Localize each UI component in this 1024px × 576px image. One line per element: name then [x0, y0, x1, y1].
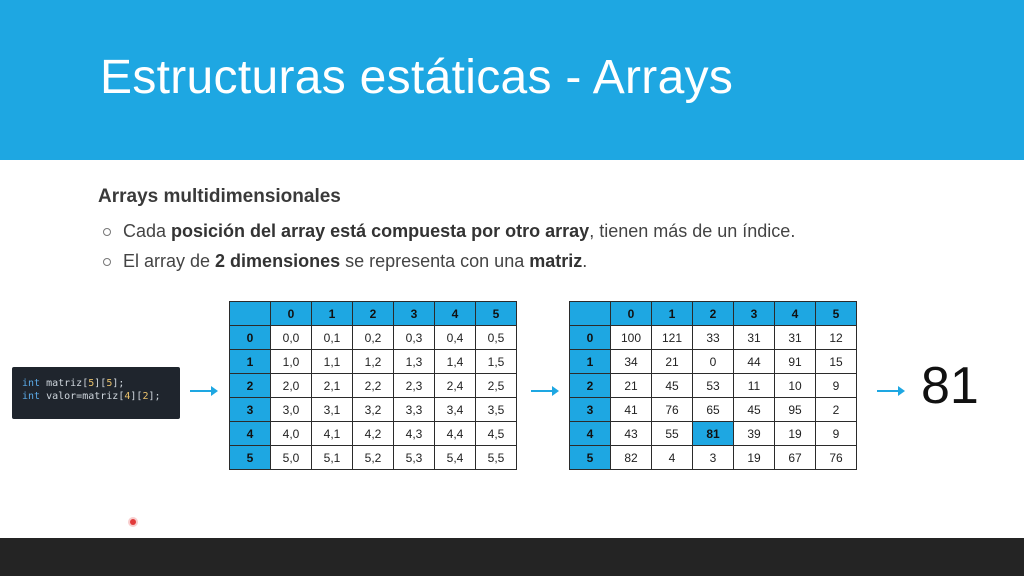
matrix-cell: 4,4: [435, 422, 476, 446]
matrix-cell: 4,3: [394, 422, 435, 446]
row-header-cell: 4: [230, 422, 271, 446]
matrix-cell: 76: [816, 446, 857, 470]
matrix-cell: 44: [734, 350, 775, 374]
matrix-cell: 2,5: [476, 374, 517, 398]
matrix-cell: 4: [652, 446, 693, 470]
slide-title: Estructuras estáticas - Arrays: [100, 51, 734, 104]
bullet-1-post: , tienen más de un índice.: [589, 221, 796, 241]
bullet-item-1: [103, 216, 795, 246]
matrix-cell: 45: [734, 398, 775, 422]
code-snippet: [12, 367, 180, 419]
column-header-cell: 0: [611, 302, 652, 326]
matrix-cell: 67: [775, 446, 816, 470]
matrix-cell: 33: [693, 326, 734, 350]
matrix-cell: 31: [775, 326, 816, 350]
matrix-cell: 53: [693, 374, 734, 398]
matrix-row: [570, 374, 857, 398]
index-matrix-table: [229, 301, 517, 470]
matrix-cell: 2,1: [312, 374, 353, 398]
bullet-2-pre: El array de: [123, 251, 216, 271]
matrix-row: [230, 350, 517, 374]
matrix-row: [570, 446, 857, 470]
code-line-1: int matriz[5][5];: [22, 378, 125, 389]
arrow-right-icon: [190, 390, 216, 392]
matrix-cell: 3,0: [271, 398, 312, 422]
matrix-header-row: [570, 302, 857, 326]
arrow-right-icon: [531, 390, 557, 392]
matrix-cell: 9: [816, 374, 857, 398]
matrix-cell: 55: [652, 422, 693, 446]
slide-content: [0, 160, 1024, 538]
row-header-cell: 0: [230, 326, 271, 350]
matrix-cell: 45: [652, 374, 693, 398]
row-header-cell: 3: [570, 398, 611, 422]
recording-dot-icon: [130, 519, 136, 525]
bullet-1-bold: posición del array está compuesta por otro array: [171, 221, 590, 241]
bullet-2-mid: se representa con una: [340, 251, 530, 271]
column-header-cell: 4: [435, 302, 476, 326]
matrix-cell: 0,2: [353, 326, 394, 350]
section-heading: Arrays multidimensionales: [98, 186, 341, 207]
column-header-cell: 5: [476, 302, 517, 326]
column-header-cell: 3: [394, 302, 435, 326]
matrix-row: [230, 398, 517, 422]
column-header-cell: 3: [734, 302, 775, 326]
row-header-cell: 3: [230, 398, 271, 422]
matrix-row: [570, 350, 857, 374]
matrix-cell: 0: [693, 350, 734, 374]
matrix-cell: 5,2: [353, 446, 394, 470]
bullet-2-bold2: matriz: [529, 251, 583, 271]
row-header-cell: 4: [570, 422, 611, 446]
bullet-list: [103, 216, 795, 276]
matrix-cell: 5,5: [476, 446, 517, 470]
matrix-cell: 0,4: [435, 326, 476, 350]
matrix-row: [230, 446, 517, 470]
matrix-cell: 15: [816, 350, 857, 374]
matrix-cell: 95: [775, 398, 816, 422]
matrix-cell: 1,4: [435, 350, 476, 374]
matrix-cell: 3,4: [435, 398, 476, 422]
column-header-cell: 5: [816, 302, 857, 326]
matrix-cell: 100: [611, 326, 652, 350]
matrix-row: [570, 326, 857, 350]
matrix-cell: 3,2: [353, 398, 394, 422]
row-header-cell: 1: [230, 350, 271, 374]
matrix-cell: 1,2: [353, 350, 394, 374]
row-header-cell: 1: [570, 350, 611, 374]
matrix-cell: 41: [611, 398, 652, 422]
matrix-cell: 19: [775, 422, 816, 446]
matrix-cell: 21: [611, 374, 652, 398]
column-header-cell: 4: [775, 302, 816, 326]
matrix-cell: 91: [775, 350, 816, 374]
matrix-cell: 4,0: [271, 422, 312, 446]
matrix-cell: 21: [652, 350, 693, 374]
matrix-cell: 2,3: [394, 374, 435, 398]
matrix-cell: 121: [652, 326, 693, 350]
title-bar: [0, 0, 1024, 160]
result-value: 81: [921, 357, 979, 415]
bottom-bar: [0, 538, 1024, 576]
highlighted-cell: 81: [693, 422, 734, 446]
matrix-cell: 0,5: [476, 326, 517, 350]
bullet-1-pre: Cada: [123, 221, 172, 241]
column-header-cell: 1: [652, 302, 693, 326]
matrix-cell: 10: [775, 374, 816, 398]
row-header-cell: 2: [230, 374, 271, 398]
matrix-cell: 43: [611, 422, 652, 446]
matrix-cell: 2: [816, 398, 857, 422]
matrix-cell: 11: [734, 374, 775, 398]
matrix-cell: 0,0: [271, 326, 312, 350]
matrix-cell: 12: [816, 326, 857, 350]
matrix-corner-cell: [570, 302, 611, 326]
matrix-row: [230, 326, 517, 350]
matrix-row: [230, 374, 517, 398]
matrix-cell: 4,1: [312, 422, 353, 446]
bullet-circle-icon: [103, 258, 111, 266]
bullet-circle-icon: [103, 228, 111, 236]
matrix-cell: 5,3: [394, 446, 435, 470]
matrix-cell: 31: [734, 326, 775, 350]
row-header-cell: 5: [230, 446, 271, 470]
matrix-cell: 65: [693, 398, 734, 422]
matrix-cell: 5,4: [435, 446, 476, 470]
code-line-2: int valor=matriz[4][2];: [22, 391, 161, 402]
matrix-header-row: [230, 302, 517, 326]
matrix-cell: 5,0: [271, 446, 312, 470]
matrix-cell: 3,5: [476, 398, 517, 422]
matrix-cell: 2,2: [353, 374, 394, 398]
row-header-cell: 2: [570, 374, 611, 398]
matrix-cell: 2,4: [435, 374, 476, 398]
column-header-cell: 2: [693, 302, 734, 326]
matrix-cell: 3,3: [394, 398, 435, 422]
matrix-cell: 76: [652, 398, 693, 422]
matrix-row: [570, 422, 857, 446]
column-header-cell: 2: [353, 302, 394, 326]
column-header-cell: 1: [312, 302, 353, 326]
matrix-row: [570, 398, 857, 422]
matrix-cell: 0,3: [394, 326, 435, 350]
matrix-cell: 4,2: [353, 422, 394, 446]
matrix-cell: 1,5: [476, 350, 517, 374]
column-header-cell: 0: [271, 302, 312, 326]
matrix-cell: 19: [734, 446, 775, 470]
row-header-cell: 5: [570, 446, 611, 470]
matrix-cell: 4,5: [476, 422, 517, 446]
arrow-right-icon: [877, 390, 903, 392]
value-matrix-table: [569, 301, 857, 470]
matrix-cell: 3: [693, 446, 734, 470]
row-header-cell: 0: [570, 326, 611, 350]
matrix-cell: 82: [611, 446, 652, 470]
bullet-2-post: .: [582, 251, 588, 271]
matrix-cell: 0,1: [312, 326, 353, 350]
matrix-cell: 2,0: [271, 374, 312, 398]
matrix-cell: 9: [816, 422, 857, 446]
matrix-cell: 5,1: [312, 446, 353, 470]
matrix-cell: 34: [611, 350, 652, 374]
matrix-cell: 1,0: [271, 350, 312, 374]
matrix-cell: 39: [734, 422, 775, 446]
matrix-row: [230, 422, 517, 446]
matrix-cell: 1,3: [394, 350, 435, 374]
bullet-2-bold: 2 dimensiones: [215, 251, 341, 271]
matrix-corner-cell: [230, 302, 271, 326]
bullet-item-2: [103, 246, 795, 276]
matrix-cell: 3,1: [312, 398, 353, 422]
matrix-cell: 1,1: [312, 350, 353, 374]
